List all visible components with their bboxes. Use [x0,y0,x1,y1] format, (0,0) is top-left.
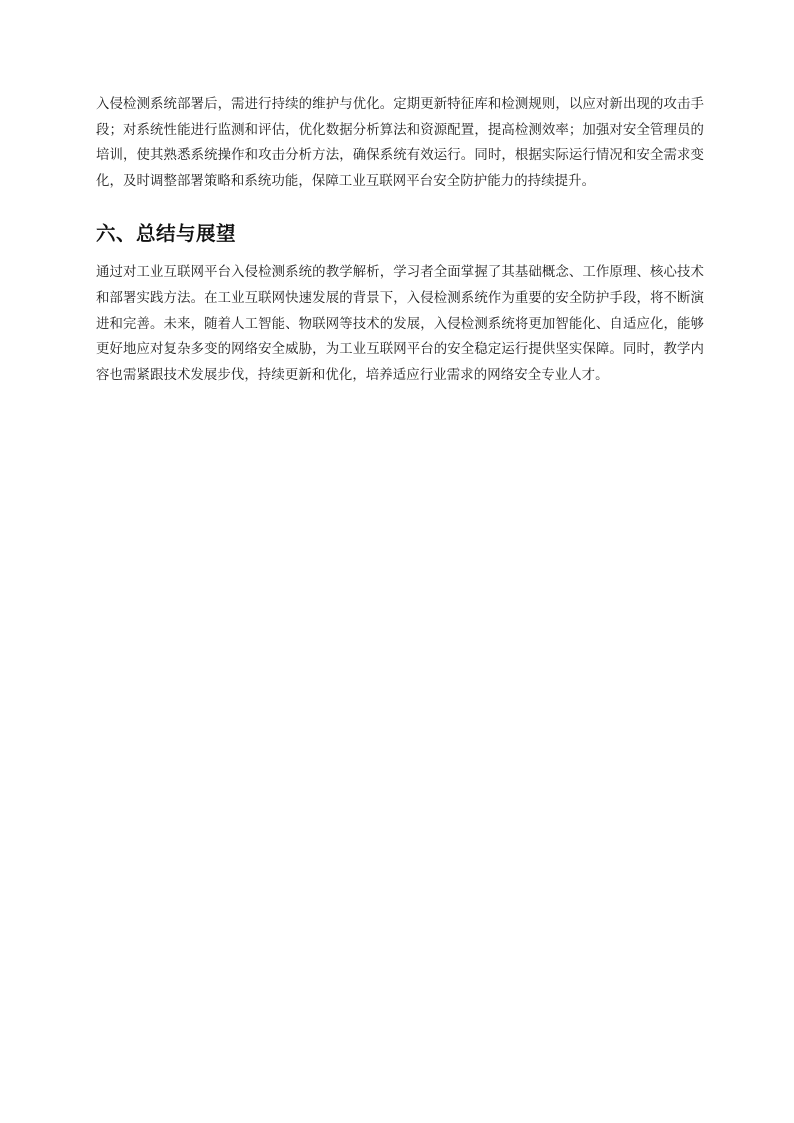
document-body [96,92,704,388]
maintenance-paragraph: 入侵检测系统部署后，需进行持续的维护与优化。定期更新特征库和检测规则，以应对新出现的攻击手段；对系统性能进行监测和评估，优化数据分析算法和资源配置，提高检测效率；加强对安全管理员的培训，使其熟悉系统操作和攻击分析方法，确保系统有效运行。同时，根据实际运行情况和安全需求变化，及时调整部署策略和系统功能，保障工业互联网平台安全防护能力的持续提升。 [96,97,704,189]
section-heading-summary: 六、总结与展望 [96,222,237,246]
summary-paragraph: 通过对工业互联网平台入侵检测系统的教学解析，学习者全面掌握了其基础概念、工作原理、核心技术和部署实践方法。在工业互联网快速发展的背景下，入侵检测系统作为重要的安全防护手段，将不断演进和完善。未来，随着人工智能、物联网等技术的发展，入侵检测系统将更加智能化、自适应化，能够更好地应对复杂多变的网络安全威胁，为工业互联网平台的安全稳定运行提供坚实保障。同时，教学内容也需紧跟技术发展步伐，持续更新和优化，培养适应行业需求的网络安全专业人才。 [96,265,704,383]
